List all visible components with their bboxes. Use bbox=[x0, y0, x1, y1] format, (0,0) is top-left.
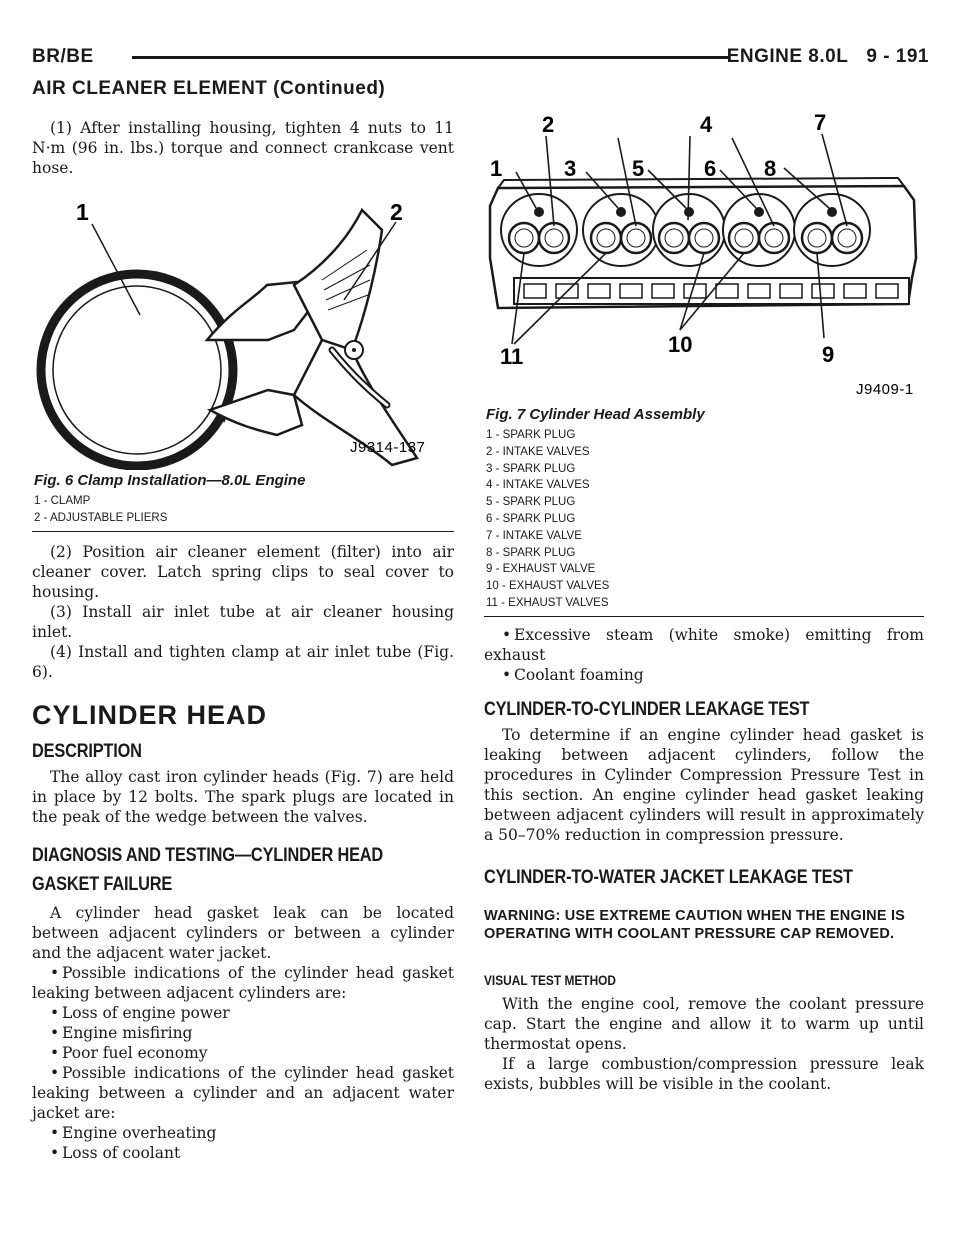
list-item: • Excessive steam (white smoke) emitting from exhaust bbox=[484, 625, 924, 664]
cylinder-head-heading: CYLINDER HEAD bbox=[32, 699, 268, 730]
header-page-number: 9 - 191 bbox=[866, 46, 929, 67]
list-item: • Poor fuel economy bbox=[50, 1043, 208, 1062]
figure-7-legend bbox=[484, 427, 924, 616]
callout-7: 7 bbox=[814, 110, 827, 135]
diagnosis-heading bbox=[32, 841, 395, 899]
legend-item: 9 - EXHAUST VALVE bbox=[486, 563, 596, 576]
legend-item: 8 - SPARK PLUG bbox=[486, 546, 576, 559]
legend-item: 2 - ADJUSTABLE PLIERS bbox=[34, 511, 168, 524]
description-heading: DESCRIPTION bbox=[32, 740, 142, 762]
legend-item: 1 - SPARK PLUG bbox=[486, 429, 576, 441]
callout-2: 2 bbox=[542, 112, 555, 137]
callout-1: 1 bbox=[490, 156, 503, 181]
visual-test-heading: VISUAL TEST METHOD bbox=[484, 971, 617, 988]
legend-item: 1 - CLAMP bbox=[34, 495, 91, 507]
bullet-icon: • bbox=[502, 665, 512, 684]
callout-9: 9 bbox=[822, 342, 835, 367]
bullet-icon: • bbox=[502, 625, 512, 644]
description-text: The alloy cast iron cylinder heads (Fig. 7) are held in place by 12 bolts. The spark plugs are located in the peak of the wedge between the valves. bbox=[32, 767, 454, 826]
list-item: • Loss of engine power bbox=[50, 1003, 230, 1022]
bullet-icon: • bbox=[50, 1043, 60, 1062]
cyl-to-water-heading: CYLINDER-TO-WATER JACKET LEAKAGE TEST bbox=[484, 866, 853, 888]
left-column bbox=[32, 118, 454, 1163]
figure-7 bbox=[484, 108, 924, 617]
legend-item: 2 - INTAKE VALVES bbox=[486, 445, 590, 458]
figure-6 bbox=[32, 190, 454, 532]
header-right bbox=[727, 46, 929, 68]
running-header bbox=[32, 44, 929, 72]
list-item: • Engine overheating bbox=[50, 1123, 217, 1142]
list-item: • Coolant foaming bbox=[502, 665, 644, 684]
callout-11: 11 bbox=[500, 344, 524, 369]
diagnosis-intro: A cylinder head gasket leak can be located between adjacent cylinders or between a cylinder and the adjacent water jacket. bbox=[32, 903, 454, 962]
header-rule bbox=[132, 56, 729, 59]
diagnosis-heading-line-1: DIAGNOSIS AND TESTING—CYLINDER HEAD bbox=[32, 844, 384, 866]
list-item: • Possible indications of the cylinder head gasket leaking between a cylinder and an adjacent water jacket are: bbox=[32, 1063, 454, 1122]
cyl-to-cyl-heading: CYLINDER-TO-CYLINDER LEAKAGE TEST bbox=[484, 698, 810, 720]
install-step-2: (2) Position air cleaner element (filter) into air cleaner cover. Latch spring clips to seal cover to housing. bbox=[32, 542, 454, 601]
callout-4: 4 bbox=[700, 112, 713, 137]
visual-test-text-2: If a large combustion/compression pressure leak exists, bubbles will be visible in the coolant. bbox=[484, 1054, 924, 1093]
install-step-3: (3) Install air inlet tube at air cleaner housing inlet. bbox=[32, 602, 454, 641]
visual-test-text-1: With the engine cool, remove the coolant pressure cap. Start the engine and allow it to warm up until thermostat opens. bbox=[484, 994, 924, 1053]
legend-item: 10 - EXHAUST VALVES bbox=[486, 580, 610, 593]
list-item: • Engine misfiring bbox=[50, 1023, 193, 1042]
bullet-icon: • bbox=[50, 963, 60, 982]
bullet-icon: • bbox=[50, 1123, 60, 1142]
warning-text: WARNING: USE EXTREME CAUTION WHEN THE ENGINE IS OPERATING WITH COOLANT PRESSURE CAP REMOVED. bbox=[484, 907, 906, 943]
bullet-icon: • bbox=[50, 1023, 60, 1042]
callout-1: 1 bbox=[76, 199, 89, 225]
figure-6-legend bbox=[32, 493, 454, 531]
legend-item: 7 - INTAKE VALVE bbox=[486, 529, 582, 542]
diagnosis-heading-line-2: GASKET FAILURE bbox=[32, 873, 173, 895]
section-continued-title: AIR CLEANER ELEMENT (Continued) bbox=[32, 78, 386, 99]
callout-8: 8 bbox=[764, 156, 777, 181]
symptom-list-continued bbox=[484, 625, 924, 685]
list-item: • Loss of coolant bbox=[50, 1143, 181, 1162]
clamp-pliers-illustration bbox=[32, 190, 454, 470]
right-column bbox=[484, 108, 924, 1094]
callout-3: 3 bbox=[564, 156, 577, 181]
callout-10: 10 bbox=[668, 332, 693, 357]
install-step-1: (1) After installing housing, tighten 4 nuts to 11 N·m (96 in. lbs.) torque and connect crankcase vent hose. bbox=[32, 119, 454, 177]
legend-item: 11 - EXHAUST VALVES bbox=[486, 596, 609, 609]
cyl-to-cyl-text: To determine if an engine cylinder head gasket is leaking between adjacent cylinders, follow the procedures in Cylinder Compression Pressure Test in this section. An engine cylinder head gasket leaking between adjacent cylinders will result in approximately a 50–70% reduction in compression pressure. bbox=[484, 725, 924, 844]
cylinder-head-illustration bbox=[484, 108, 924, 404]
callout-5: 5 bbox=[632, 156, 645, 181]
list-item: • Possible indications of the cylinder head gasket leaking between adjacent cylinders are: bbox=[32, 963, 454, 1002]
legend-item: 3 - SPARK PLUG bbox=[486, 462, 576, 475]
symptom-list bbox=[32, 963, 454, 1163]
legend-item: 6 - SPARK PLUG bbox=[486, 512, 576, 525]
figure-7-code: J9409-1 bbox=[856, 381, 914, 398]
header-model: BR/BE bbox=[32, 46, 94, 67]
bullet-icon: • bbox=[50, 1003, 60, 1022]
bullet-icon: • bbox=[50, 1143, 60, 1162]
figure-7-caption: Fig. 7 Cylinder Head Assembly bbox=[486, 406, 705, 423]
legend-item: 5 - SPARK PLUG bbox=[486, 496, 576, 509]
figure-6-caption: Fig. 6 Clamp Installation—8.0L Engine bbox=[34, 472, 306, 489]
callout-6: 6 bbox=[704, 156, 717, 181]
install-step-4: (4) Install and tighten clamp at air inlet tube (Fig. 6). bbox=[32, 642, 454, 681]
legend-item: 4 - INTAKE VALVES bbox=[486, 479, 590, 492]
bullet-icon: • bbox=[50, 1063, 60, 1082]
figure-6-code: J9314-137 bbox=[350, 439, 426, 456]
header-engine: ENGINE 8.0L bbox=[726, 46, 849, 67]
callout-2: 2 bbox=[390, 199, 403, 225]
